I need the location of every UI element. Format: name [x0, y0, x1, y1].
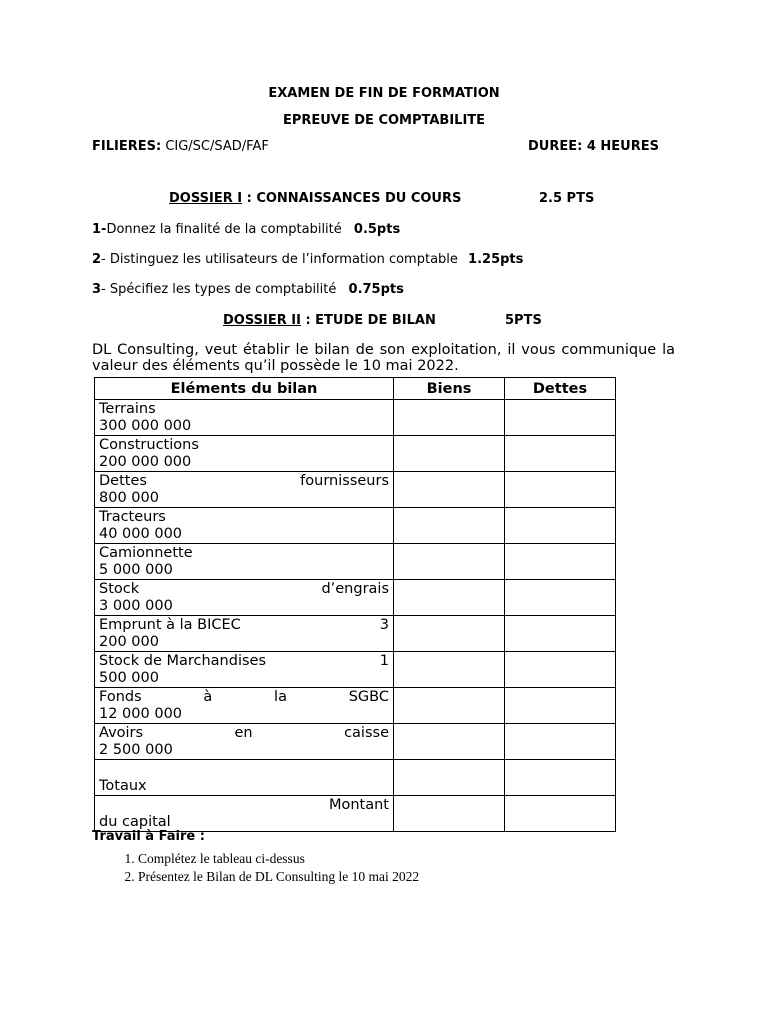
element-name-part: Avoirs: [99, 725, 144, 741]
table-row: [95, 436, 616, 472]
question-points: 0.75pts: [348, 282, 404, 297]
element-name-part: Stock: [99, 581, 140, 597]
biens-cell[interactable]: [394, 436, 505, 472]
element-name: Tracteurs: [99, 509, 166, 525]
table-row: [95, 400, 616, 436]
bilan-table: [94, 377, 616, 832]
element-name-part: en: [234, 725, 253, 741]
dettes-capital-cell[interactable]: [505, 796, 616, 832]
element-cell: [95, 580, 394, 616]
dettes-cell[interactable]: [505, 436, 616, 472]
dossier2-points: 5PTS: [505, 313, 542, 328]
exam-title: EXAMEN DE FIN DE FORMATION: [268, 86, 500, 101]
dossier1-heading-text: : CONNAISSANCES DU COURS: [242, 191, 462, 206]
dettes-cell[interactable]: [505, 688, 616, 724]
list-item: 1. Complétez le tableau ci-dessus: [138, 850, 419, 868]
dettes-cell[interactable]: [505, 652, 616, 688]
biens-capital-cell[interactable]: [394, 796, 505, 832]
biens-cell[interactable]: [394, 652, 505, 688]
table-row: [95, 688, 616, 724]
element-name: Constructions: [99, 437, 199, 453]
exam-subtitle: EPREUVE DE COMPTABILITE: [282, 113, 486, 128]
question-number: 3: [92, 282, 102, 297]
task-list: [92, 850, 419, 886]
question-number: 2: [92, 252, 102, 267]
dossier2-heading-label: DOSSIER II: [223, 313, 301, 328]
table-row: [95, 580, 616, 616]
work-title: Travail à Faire :: [92, 829, 205, 844]
biens-cell[interactable]: [394, 724, 505, 760]
dossier1-points: 2.5 PTS: [539, 191, 595, 206]
element-cell: [95, 724, 394, 760]
question-text: - Spécifiez les types de comptabilité: [101, 282, 337, 297]
element-name-part: fournisseurs: [300, 473, 389, 489]
element-name-part: Stock de Marchandises: [99, 653, 267, 669]
element-cell: [95, 508, 394, 544]
question-3: [92, 282, 404, 297]
question-number: 1-: [92, 222, 107, 237]
element-name-part: d’engrais: [321, 581, 389, 597]
table-row: [95, 616, 616, 652]
element-name: [99, 725, 389, 742]
element-value: 300 000 000: [99, 418, 192, 434]
question-2: [92, 252, 523, 267]
table-row: [95, 508, 616, 544]
element-name: [99, 761, 389, 778]
biens-cell[interactable]: [394, 400, 505, 436]
dossier2-heading-text: : ETUDE DE BILAN: [300, 313, 436, 328]
element-cell: [95, 688, 394, 724]
biens-cell[interactable]: [394, 616, 505, 652]
biens-cell[interactable]: [394, 472, 505, 508]
element-value: 5 000 000: [99, 562, 173, 578]
element-name: Terrains: [99, 401, 156, 417]
capital-label: du capital: [99, 814, 171, 830]
element-value: 2 500 000: [99, 742, 173, 758]
table-header-row: [95, 378, 616, 400]
element-name: [99, 581, 389, 598]
dettes-cell[interactable]: [505, 544, 616, 580]
element-value: 200 000: [99, 634, 159, 650]
element-cell: [95, 544, 394, 580]
question-text: Donnez la finalité de la comptabilité: [106, 222, 342, 237]
element-cell: [95, 796, 394, 832]
montant-label: Montant: [328, 797, 389, 813]
filieres: [92, 139, 269, 154]
biens-total-cell[interactable]: [394, 760, 505, 796]
dossier1-heading: [169, 191, 461, 206]
column-header-elements: Eléments du bilan: [95, 378, 394, 400]
dettes-cell[interactable]: [505, 400, 616, 436]
element-name-part: la: [274, 689, 287, 705]
element-name-part: caisse: [344, 725, 389, 741]
dossier1-heading-label: DOSSIER I: [169, 191, 243, 206]
question-1: [92, 222, 400, 237]
element-cell: [95, 436, 394, 472]
question-points: 1.25pts: [468, 252, 524, 267]
element-cell: [95, 400, 394, 436]
element-name-part: Fonds: [99, 689, 142, 705]
element-name-part: Dettes: [99, 473, 147, 489]
dettes-cell[interactable]: [505, 508, 616, 544]
element-cell: [95, 472, 394, 508]
duree: DUREE: 4 HEURES: [528, 139, 659, 154]
element-name: [99, 653, 389, 670]
element-value: 800 000: [99, 490, 159, 506]
element-name-part: à: [203, 689, 213, 705]
element-value: 500 000: [99, 670, 159, 686]
element-name-part: 1: [379, 653, 389, 669]
column-header-biens: Biens: [394, 378, 505, 400]
biens-cell[interactable]: [394, 544, 505, 580]
dossier2-intro: DL Consulting, veut établir le bilan de son exploitation, il vous communique la valeur des éléments qu’il possède le 10 mai 2022.: [92, 342, 675, 374]
table-row-capital: [95, 796, 616, 832]
dettes-total-cell[interactable]: [505, 760, 616, 796]
element-value: 40 000 000: [99, 526, 183, 542]
element-cell: [95, 652, 394, 688]
table-row: [95, 472, 616, 508]
element-value: 200 000 000: [99, 454, 192, 470]
element-value: 3 000 000: [99, 598, 173, 614]
element-cell: [95, 760, 394, 796]
biens-cell[interactable]: [394, 688, 505, 724]
filieres-label: FILIERES:: [92, 139, 162, 154]
table-row: [95, 724, 616, 760]
dettes-cell[interactable]: [505, 580, 616, 616]
table-row: [95, 652, 616, 688]
list-item: 2. Présentez le Bilan de DL Consulting le 10 mai 2022: [138, 868, 419, 886]
element-value: 12 000 000: [99, 706, 183, 722]
element-name: [99, 689, 389, 706]
element-name-part: 3: [379, 617, 389, 633]
biens-cell[interactable]: [394, 580, 505, 616]
table-row-totaux: [95, 760, 616, 796]
element-name: Camionnette: [99, 545, 193, 561]
question-points: 0.5pts: [353, 222, 401, 237]
dettes-cell[interactable]: [505, 472, 616, 508]
element-name: [99, 473, 389, 490]
column-header-dettes: Dettes: [505, 378, 616, 400]
dettes-cell[interactable]: [505, 616, 616, 652]
table-row: [95, 544, 616, 580]
dettes-cell[interactable]: [505, 724, 616, 760]
biens-cell[interactable]: [394, 508, 505, 544]
element-name-part: SGBC: [348, 689, 389, 705]
element-name-part: Emprunt à la BICEC: [99, 617, 241, 633]
question-text: - Distinguez les utilisateurs de l’information comptable: [101, 252, 458, 267]
filieres-value: CIG/SC/SAD/FAF: [165, 139, 269, 154]
element-cell: [95, 616, 394, 652]
dossier2-heading: [223, 313, 436, 328]
totaux-label: Totaux: [99, 778, 147, 794]
element-name: [99, 617, 389, 634]
